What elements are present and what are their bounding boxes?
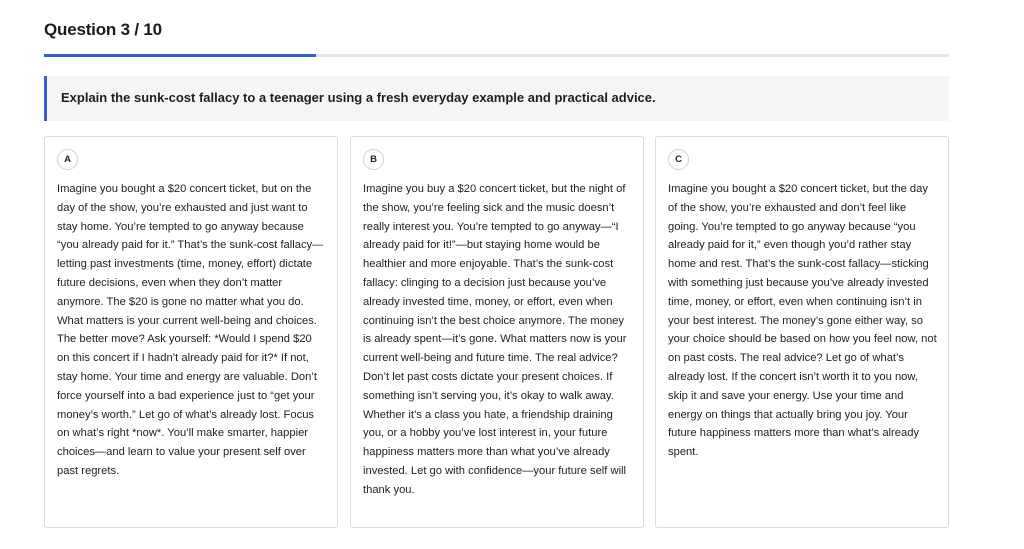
answer-text-b: Imagine you buy a $20 concert ticket, but the night of the show, you’re feeling sick and the music doesn’t really interest you. You’re tempted to go anyway—“I already paid for it!”—but staying home would be healthier and more enjoyable. That’s the sunk-cost fallacy: clinging to a decision just because you’ve already invested time, money, or effort, even when continuing isn’t the best choice anymore. The money is already spent—it’s gone. What matters now is your current well-being and future time. The real advice? Don’t let past costs dictate your present choices. If something isn’t serving you, it’s okay to walk away. Whether it’s a class you hate, a friendship draining you, or a hobby you’ve lost interest in, your future happiness matters more than what you’ve already invested. Let go with confidence—your future self will thank you. bbox=[363, 183, 627, 496]
answer-text-c: Imagine you bought a $20 concert ticket, but the day of the show, you’re exhausted and don’t feel like going. You’re tempted to go anyway because “you already paid for it,” even though you’d rather stay home and rest. That’s the sunk-cost fallacy—sticking with something just because you’ve already invested time, money, or effort, even when continuing isn’t in your best interest. The money’s gone either way, so your choice should be based on how you feel now, not on past costs. The real advice? Let go of what’s already lost. If the concert isn’t worth it to you now, skip it and save your energy. Use your time and energy on things that actually bring you joy. Your future happiness matters more than what’s already spent. bbox=[668, 183, 937, 459]
answer-text-a: Imagine you bought a $20 concert ticket, but on the day of the show, you’re exhausted and just want to stay home. You’re tempted to go anyway because “you already paid for it.” That’s the sunk-cost fallacy—letting past investments (time, money, effort) dictate future decisions, even when they don’t matter anymore. The $20 is gone no matter what you do. What matters is your current well-being and choices. The better move? Ask yourself: *Would I spend $20 on this concert if I hadn’t already paid for it?* If not, stay home. Your time and energy are valuable. Don’t force yourself into a bad experience just to “get your money’s worth.” Let go of what’s already lost. Focus on what’s right *now*. You’ll make smarter, happier choices—and learn to value your present self over past regrets. bbox=[57, 183, 324, 477]
progress-bar-fill bbox=[44, 54, 316, 57]
answer-label-c: C bbox=[668, 149, 689, 170]
answer-card-b[interactable] bbox=[350, 136, 644, 528]
question-counter: Question 3 / 10 bbox=[44, 20, 162, 39]
progress-bar bbox=[44, 54, 949, 57]
answer-card-c[interactable] bbox=[655, 136, 949, 528]
answer-label-a: A bbox=[57, 149, 78, 170]
prompt-text: Explain the sunk-cost fallacy to a teenager using a fresh everyday example and practical advice. bbox=[61, 90, 656, 105]
prompt-box bbox=[44, 76, 949, 121]
answer-card-a[interactable] bbox=[44, 136, 338, 528]
answer-label-b: B bbox=[363, 149, 384, 170]
